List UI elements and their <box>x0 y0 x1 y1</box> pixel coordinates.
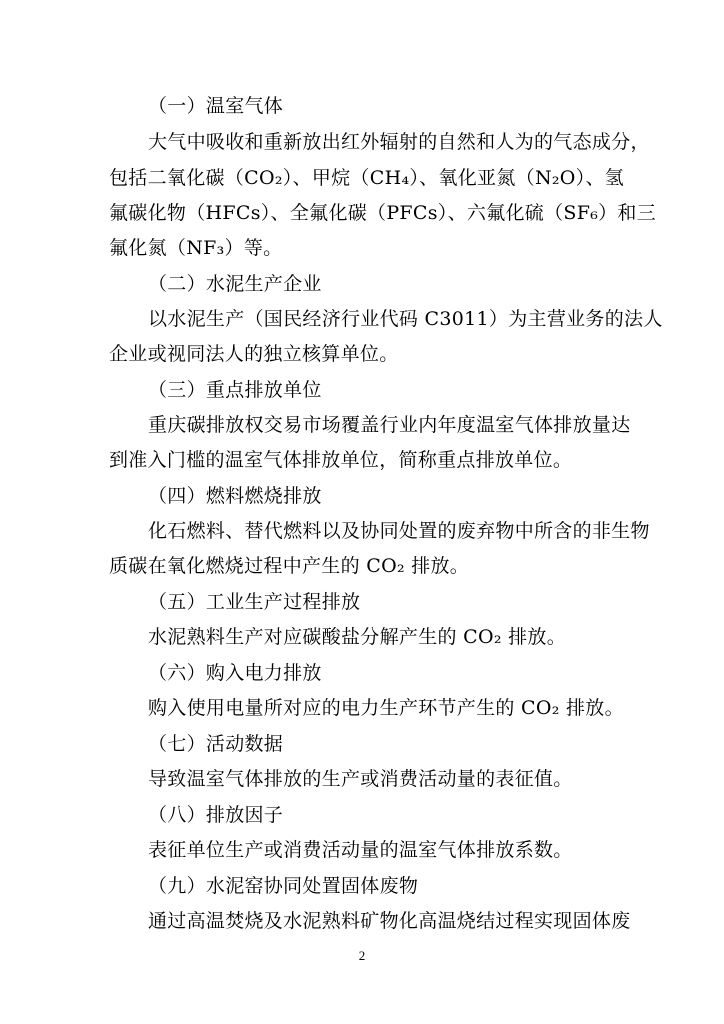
paragraph-line: 化石燃料、替代燃料以及协同处置的废弃物中所含的非生物 <box>148 520 650 542</box>
paragraph-line: 重庆碳排放权交易市场覆盖行业内年度温室气体排放量达 <box>148 414 631 436</box>
section-heading-co-processing: （九）水泥窑协同处置固体废物 <box>148 875 419 897</box>
paragraph-line: 包括二氧化碳（CO₂）、甲烷（CH₄）、氧化亚氮（N₂O）、氢 <box>109 167 625 189</box>
paragraph-line: 导致温室气体排放的生产或消费活动量的表征值。 <box>148 768 573 790</box>
paragraph-line: 质碳在氧化燃烧过程中产生的 CO₂ 排放。 <box>109 555 470 577</box>
section-heading-industrial-process: （五）工业生产过程排放 <box>148 591 361 613</box>
paragraph-line: 氟碳化物（HFCs）、全氟化碳（PFCs）、六氟化硫（SF₆）和三 <box>109 202 657 224</box>
paragraph-line: 通过高温焚烧及水泥熟料矿物化高温烧结过程实现固体废 <box>148 910 631 932</box>
paragraph-line: 大气中吸收和重新放出红外辐射的自然和人为的气态成分， <box>148 131 650 153</box>
section-heading-key-emission-unit: （三）重点排放单位 <box>148 379 322 401</box>
paragraph-line: 购入使用电量所对应的电力生产环节产生的 CO₂ 排放。 <box>148 697 624 719</box>
section-heading-activity-data: （七）活动数据 <box>148 733 284 755</box>
section-heading-fuel-combustion: （四）燃料燃烧排放 <box>148 485 322 507</box>
section-heading-cement-enterprise: （二）水泥生产企业 <box>148 273 322 295</box>
paragraph-line: 水泥熟料生产对应碳酸盐分解产生的 CO₂ 排放。 <box>148 626 567 648</box>
paragraph-line: 以水泥生产（国民经济行业代码 C3011）为主营业务的法人 <box>148 308 663 330</box>
section-heading-purchased-electricity: （六）购入电力排放 <box>148 662 322 684</box>
paragraph-line: 表征单位生产或消费活动量的温室气体排放系数。 <box>148 839 573 861</box>
section-heading-emission-factor: （八）排放因子 <box>148 804 284 826</box>
paragraph-line: 到准入门槛的温室气体排放单位，简称重点排放单位。 <box>109 449 573 471</box>
paragraph-line: 氟化氮（NF₃）等。 <box>109 237 283 259</box>
section-heading-greenhouse-gas: （一）温室气体 <box>148 95 284 117</box>
paragraph-line: 企业或视同法人的独立核算单位。 <box>109 343 399 365</box>
page-number: 2 <box>358 948 366 963</box>
